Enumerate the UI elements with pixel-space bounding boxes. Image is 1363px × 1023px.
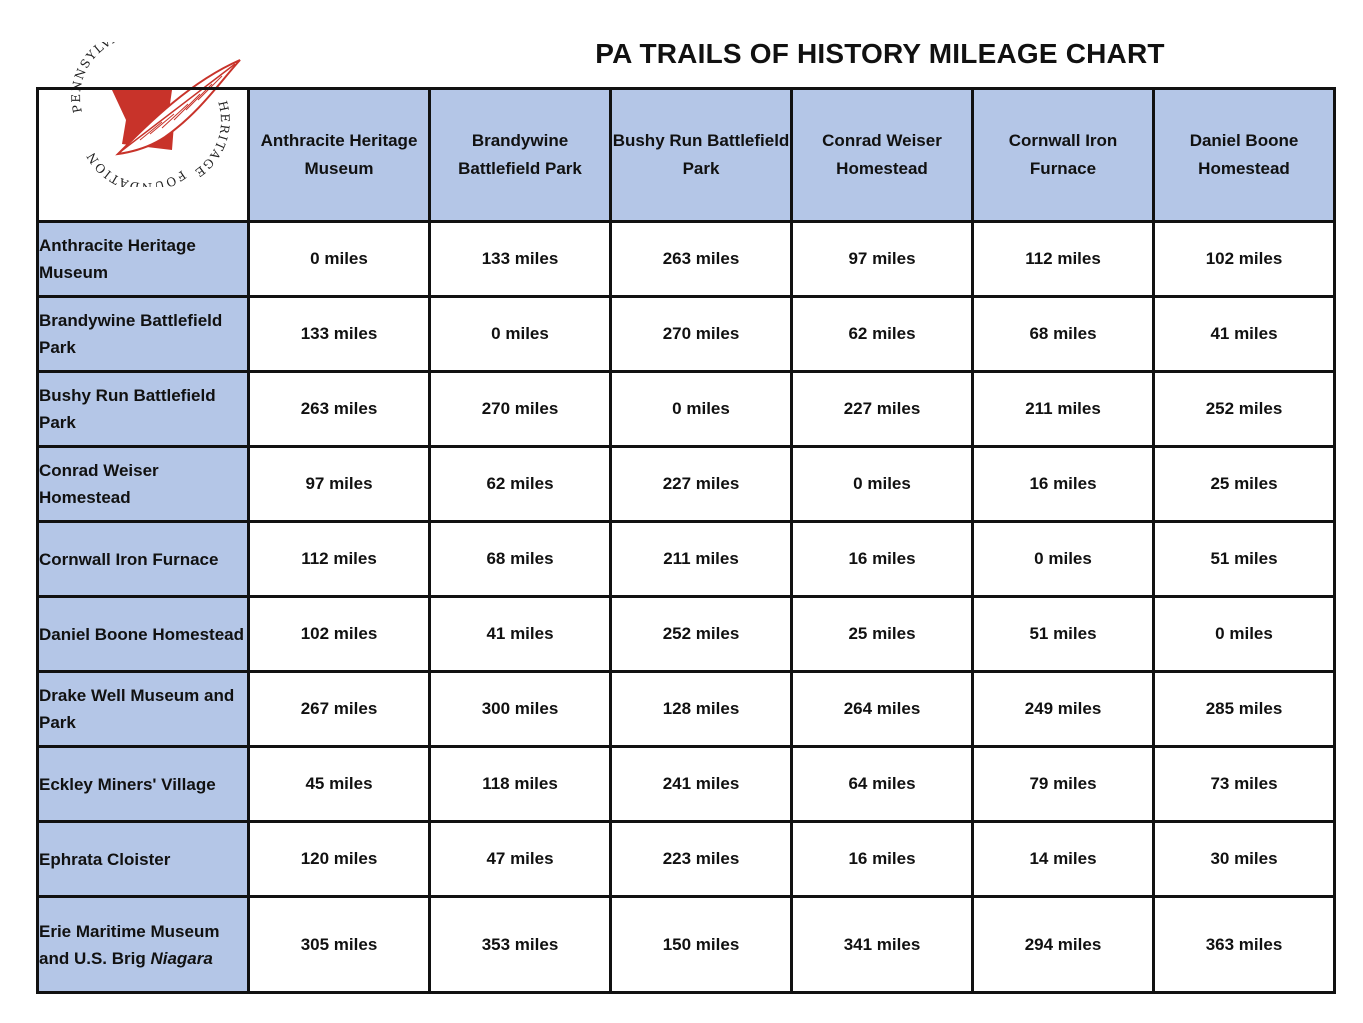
mileage-cell: 0 miles [430, 297, 611, 372]
mileage-cell: 97 miles [249, 447, 430, 522]
mileage-cell: 0 miles [249, 222, 430, 297]
row-header [38, 597, 249, 672]
mileage-cell: 363 miles [1154, 897, 1335, 993]
logo-bottom-text: FOU DATION [83, 148, 189, 187]
mileage-cell: 30 miles [1154, 822, 1335, 897]
mileage-cell: 263 miles [611, 222, 792, 297]
mileage-cell: 227 miles [792, 372, 973, 447]
row-header [38, 222, 249, 297]
table-row [38, 822, 1335, 897]
mileage-cell: 249 miles [973, 672, 1154, 747]
column-header: Cornwall Iron Furnace [973, 89, 1154, 222]
table-row [38, 372, 1335, 447]
mileage-cell: 41 miles [1154, 297, 1335, 372]
mileage-cell: 211 miles [611, 522, 792, 597]
mileage-cell: 270 miles [430, 372, 611, 447]
mileage-cell: 112 miles [973, 222, 1154, 297]
logo-top-text: PENNSYLV [70, 42, 114, 115]
mileage-cell: 79 miles [973, 747, 1154, 822]
mileage-cell: 68 miles [430, 522, 611, 597]
row-header [38, 897, 249, 993]
row-header [38, 747, 249, 822]
row-header [38, 447, 249, 522]
mileage-cell: 263 miles [249, 372, 430, 447]
page-title: PA TRAILS OF HISTORY MILEAGE CHART [595, 38, 1165, 69]
row-header-label: Bushy Run Battlefield Park [39, 386, 216, 432]
table-row [38, 447, 1335, 522]
mileage-cell: 0 miles [1154, 597, 1335, 672]
table-row [38, 222, 1335, 297]
mileage-cell: 73 miles [1154, 747, 1335, 822]
mileage-cell: 264 miles [792, 672, 973, 747]
mileage-cell: 64 miles [792, 747, 973, 822]
mileage-cell: 51 miles [973, 597, 1154, 672]
row-header [38, 297, 249, 372]
row-header [38, 372, 249, 447]
mileage-cell: 112 miles [249, 522, 430, 597]
mileage-cell: 128 miles [611, 672, 792, 747]
mileage-cell: 285 miles [1154, 672, 1335, 747]
mileage-cell: 62 miles [430, 447, 611, 522]
mileage-cell: 150 miles [611, 897, 792, 993]
mileage-cell: 211 miles [973, 372, 1154, 447]
column-header: Daniel Boone Homestead [1154, 89, 1335, 222]
mileage-cell: 0 miles [792, 447, 973, 522]
row-header-label: Drake Well Museum and Park [39, 686, 235, 732]
mileage-cell: 14 miles [973, 822, 1154, 897]
column-header: Brandywine Battlefield Park [430, 89, 611, 222]
mileage-cell: 47 miles [430, 822, 611, 897]
mileage-cell: 252 miles [611, 597, 792, 672]
mileage-cell: 241 miles [611, 747, 792, 822]
mileage-cell: 120 miles [249, 822, 430, 897]
mileage-cell: 267 miles [249, 672, 430, 747]
mileage-table [36, 87, 1336, 994]
row-header-label: Cornwall Iron Furnace [39, 549, 219, 569]
row-header-label: Erie Maritime Museum and U.S. Brig [39, 921, 220, 968]
row-header-label: Ephrata Cloister [39, 849, 171, 869]
row-header [38, 672, 249, 747]
header-row [38, 89, 1335, 222]
table-row [38, 597, 1335, 672]
mileage-cell: 227 miles [611, 447, 792, 522]
row-header-label: Anthracite Heritage Museum [39, 236, 196, 282]
table-row [38, 747, 1335, 822]
mileage-cell: 133 miles [430, 222, 611, 297]
row-header [38, 522, 249, 597]
logo-right-text: HERITAGE [191, 99, 233, 181]
table-body [38, 222, 1335, 993]
mileage-cell: 25 miles [792, 597, 973, 672]
mileage-cell: 51 miles [1154, 522, 1335, 597]
table-row [38, 297, 1335, 372]
mileage-cell: 102 miles [249, 597, 430, 672]
row-header-label: Daniel Boone Homestead [39, 624, 244, 644]
mileage-cell: 353 miles [430, 897, 611, 993]
mileage-cell: 223 miles [611, 822, 792, 897]
mileage-cell: 270 miles [611, 297, 792, 372]
mileage-cell: 41 miles [430, 597, 611, 672]
mileage-cell: 0 miles [611, 372, 792, 447]
mileage-cell: 97 miles [792, 222, 973, 297]
mileage-cell: 252 miles [1154, 372, 1335, 447]
row-header-italic: Niagara [150, 948, 213, 968]
mileage-cell: 294 miles [973, 897, 1154, 993]
row-header-label: Eckley Miners' Village [39, 774, 216, 794]
table-row [38, 522, 1335, 597]
column-header: Bushy Run Battlefield Park [611, 89, 792, 222]
mileage-cell: 305 miles [249, 897, 430, 993]
mileage-cell: 45 miles [249, 747, 430, 822]
mileage-cell: 133 miles [249, 297, 430, 372]
mileage-cell: 341 miles [792, 897, 973, 993]
mileage-cell: 25 miles [1154, 447, 1335, 522]
column-header: Conrad Weiser Homestead [792, 89, 973, 222]
row-header-label: Brandywine Battlefield Park [39, 311, 223, 357]
mileage-cell: 62 miles [792, 297, 973, 372]
mileage-cell: 0 miles [973, 522, 1154, 597]
mileage-cell: 16 miles [792, 522, 973, 597]
column-header: Anthracite Heritage Museum [249, 89, 430, 222]
mileage-cell: 16 miles [792, 822, 973, 897]
row-header [38, 822, 249, 897]
row-header-label: Conrad Weiser Homestead [39, 461, 159, 507]
table-row [38, 672, 1335, 747]
table-row [38, 897, 1335, 993]
mileage-cell: 16 miles [973, 447, 1154, 522]
mileage-cell: 68 miles [973, 297, 1154, 372]
mileage-cell: 300 miles [430, 672, 611, 747]
corner-cell [38, 89, 249, 222]
mileage-cell: 102 miles [1154, 222, 1335, 297]
mileage-cell: 118 miles [430, 747, 611, 822]
